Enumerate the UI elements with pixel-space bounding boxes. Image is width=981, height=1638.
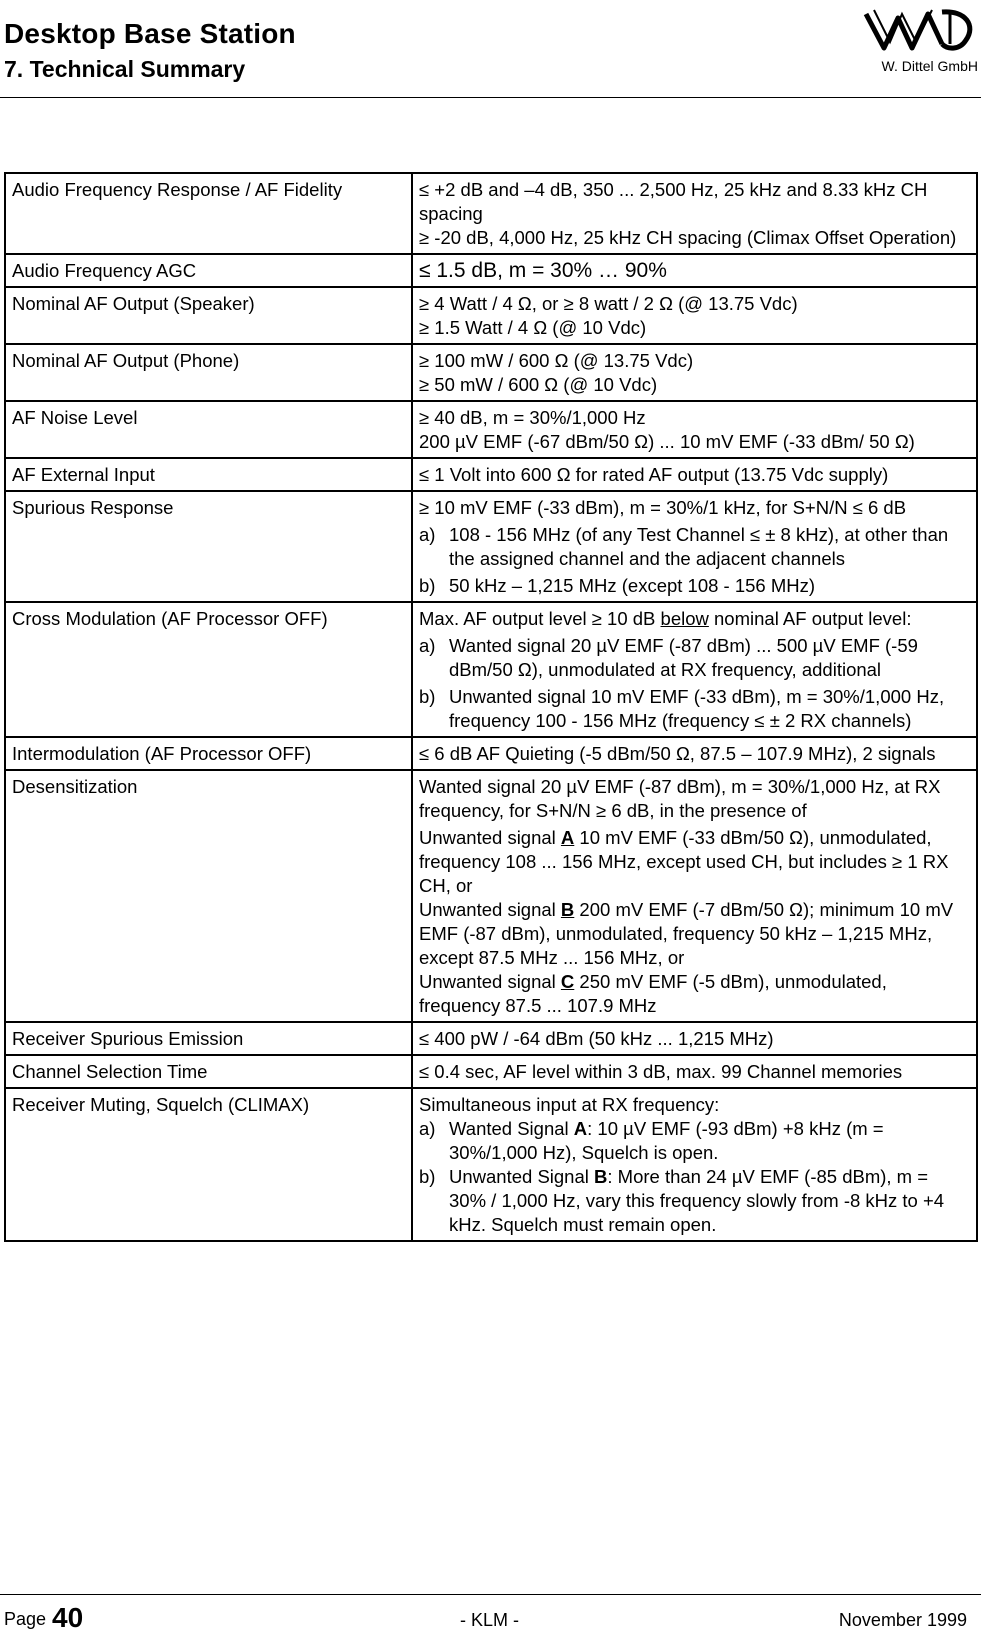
signal-letter: A <box>573 1118 588 1139</box>
value-line: ≤ 400 pW / -64 dBm (50 kHz ... 1,215 MHz) <box>419 1028 774 1049</box>
param-cell: AF Noise Level <box>5 401 412 458</box>
unwanted-text: 10 mV EMF (-33 dBm/50 Ω), unmodulated, frequency 108 ... 156 MHz, except used CH, but includes ≥ 1 RX CH, or <box>419 827 949 896</box>
intro-text: nominal AF output level: <box>708 608 912 629</box>
param-cell: Nominal AF Output (Phone) <box>5 344 412 401</box>
signal-prefix: Wanted Signal <box>449 1118 574 1139</box>
unwanted-text: 200 mV EMF (-7 dBm/50 Ω); minimum 10 mV EMF (-87 dBm), unmodulated, frequency 50 kHz – 1,215 MHz, except 87.5 MHz ... 156 MHz, or <box>419 899 954 968</box>
value-cell <box>412 737 977 770</box>
list-item <box>419 685 970 733</box>
unwanted-prefix: Unwanted signal <box>419 971 561 992</box>
table-row <box>5 254 977 287</box>
value-line: ≤ 1 Volt into 600 Ω for rated AF output (13.75 Vdc supply) <box>419 464 889 485</box>
signal-text: : More than 24 µV EMF (-85 dBm), m = 30% / 1,000 Hz, vary this frequency slowly from -8 kHz to +4 kHz. Squelch must remain open. <box>449 1166 945 1235</box>
value-line <box>419 970 970 1018</box>
footer-rule <box>0 1594 981 1595</box>
table-row <box>5 1022 977 1055</box>
list-item <box>419 1165 970 1237</box>
value-cell <box>412 1022 977 1055</box>
value-line: Wanted signal 20 µV EMF (-87 dBm), m = 30%/1,000 Hz, at RX frequency, for S+N/N ≥ 6 dB, in the presence of <box>419 776 941 821</box>
list-item-text <box>449 1117 970 1165</box>
value-cell <box>412 602 977 737</box>
param-cell: Nominal AF Output (Speaker) <box>5 287 412 344</box>
value-cell <box>412 491 977 602</box>
value-line: ≤ 1.5 dB, m = 30% … 90% <box>419 259 667 282</box>
value-line: ≥ 10 mV EMF (-33 dBm), m = 30%/1 kHz, for S+N/N ≤ 6 dB <box>419 497 907 518</box>
value-line: ≥ 50 mW / 600 Ω (@ 10 Vdc) <box>419 374 658 395</box>
spec-table <box>4 172 978 1242</box>
list-item-label: b) <box>419 575 436 596</box>
value-cell <box>412 344 977 401</box>
value-line: ≥ 40 dB, m = 30%/1,000 Hz <box>419 407 646 428</box>
list-item <box>419 1117 970 1165</box>
unwanted-text: 250 mV EMF (-5 dBm), unmodulated, frequency 87.5 ... 107.9 MHz <box>419 971 887 1016</box>
page-label: Page <box>4 1609 47 1629</box>
value-line: ≤ +2 dB and –4 dB, 350 ... 2,500 Hz, 25 kHz and 8.33 kHz CH spacing <box>419 179 928 224</box>
param-cell: AF External Input <box>5 458 412 491</box>
section-title: 7. Technical Summary <box>4 56 246 82</box>
table-row <box>5 1055 977 1088</box>
list-item-label: b) <box>419 686 436 707</box>
param-cell: Intermodulation (AF Processor OFF) <box>5 737 412 770</box>
table-row <box>5 602 977 737</box>
value-line: ≥ 4 Watt / 4 Ω, or ≥ 8 watt / 2 Ω (@ 13.75 Vdc) <box>419 293 798 314</box>
param-cell: Receiver Spurious Emission <box>5 1022 412 1055</box>
value-line <box>419 826 970 898</box>
list-item-label: a) <box>419 635 436 656</box>
signal-text: : 10 µV EMF (-93 dBm) +8 kHz (m = 30%/1,000 Hz), Squelch is open. <box>449 1118 884 1163</box>
list-item <box>419 634 970 682</box>
table-row <box>5 737 977 770</box>
param-cell: Audio Frequency AGC <box>5 254 412 287</box>
param-cell: Cross Modulation (AF Processor OFF) <box>5 602 412 737</box>
underlined-word: below <box>660 608 709 629</box>
param-cell: Desensitization <box>5 770 412 1022</box>
unwanted-letter: C <box>560 971 575 992</box>
table-row <box>5 1088 977 1241</box>
value-cell <box>412 1055 977 1088</box>
param-cell: Audio Frequency Response / AF Fidelity <box>5 173 412 254</box>
table-row <box>5 491 977 602</box>
param-cell: Receiver Muting, Squelch (CLIMAX) <box>5 1088 412 1241</box>
page-header <box>0 0 981 98</box>
table-row <box>5 173 977 254</box>
logo-text: W. Dittel GmbH <box>881 58 978 74</box>
list-item <box>419 574 970 598</box>
list-item-text: Wanted signal 20 µV EMF (-87 dBm) ... 500 µV EMF (-59 dBm/50 Ω), unmodulated at RX frequency, additional <box>449 635 918 680</box>
value-intro: Simultaneous input at RX frequency: <box>419 1094 720 1115</box>
list-item-label: b) <box>419 1166 436 1187</box>
footer-center-text: - KLM - <box>460 1610 520 1630</box>
value-line: ≥ 100 mW / 600 Ω (@ 13.75 Vdc) <box>419 350 694 371</box>
table-row <box>5 458 977 491</box>
param-cell: Channel Selection Time <box>5 1055 412 1088</box>
value-cell <box>412 770 977 1022</box>
intro-text: Max. AF output level ≥ 10 dB <box>419 608 661 629</box>
signal-prefix: Unwanted Signal <box>449 1166 595 1187</box>
value-cell <box>412 173 977 254</box>
list-item-label: a) <box>419 524 436 545</box>
param-cell: Spurious Response <box>5 491 412 602</box>
value-line <box>419 898 970 970</box>
value-cell <box>412 254 977 287</box>
value-cell <box>412 458 977 491</box>
list-item-text <box>449 1165 970 1237</box>
value-cell <box>412 401 977 458</box>
unwanted-letter: B <box>560 899 575 920</box>
value-line: 200 µV EMF (-67 dBm/50 Ω) ... 10 mV EMF (-33 dBm/ 50 Ω) <box>419 431 915 452</box>
list-item-text: 50 kHz – 1,215 MHz (except 108 - 156 MHz) <box>449 575 816 596</box>
table-row <box>5 344 977 401</box>
document-title: Desktop Base Station <box>4 18 296 49</box>
value-line: ≤ 6 dB AF Quieting (-5 dBm/50 Ω, 87.5 – 107.9 MHz), 2 signals <box>419 743 936 764</box>
value-line: ≥ -20 dB, 4,000 Hz, 25 kHz CH spacing (Climax Offset Operation) <box>419 227 957 248</box>
value-cell <box>412 1088 977 1241</box>
list-item-text: 108 - 156 MHz (of any Test Channel ≤ ± 8 kHz), at other than the assigned channel and the adjacent channels <box>449 524 949 569</box>
table-row <box>5 287 977 344</box>
unwanted-prefix: Unwanted signal <box>419 827 561 848</box>
page-number <box>4 1602 83 1634</box>
list-item-label: a) <box>419 1118 436 1139</box>
signal-letter: B <box>594 1166 608 1187</box>
table-row <box>5 770 977 1022</box>
list-item-text: Unwanted signal 10 mV EMF (-33 dBm), m = 30%/1,000 Hz, frequency 100 - 156 MHz (frequency ≤ ± 2 RX channels) <box>449 686 945 731</box>
unwanted-prefix: Unwanted signal <box>419 899 561 920</box>
value-cell <box>412 287 977 344</box>
value-intro <box>419 607 970 631</box>
unwanted-letter: A <box>560 827 575 848</box>
value-line: ≥ 1.5 Watt / 4 Ω (@ 10 Vdc) <box>419 317 647 338</box>
footer-date: November 1999 <box>838 1610 967 1630</box>
header-rule <box>0 97 981 98</box>
company-logo <box>858 0 980 82</box>
value-line: ≤ 0.4 sec, AF level within 3 dB, max. 99 Channel memories <box>419 1061 903 1082</box>
list-item <box>419 523 970 571</box>
wave-logo-icon <box>862 4 976 56</box>
page-number-value: 40 <box>52 1602 84 1633</box>
table-row <box>5 401 977 458</box>
